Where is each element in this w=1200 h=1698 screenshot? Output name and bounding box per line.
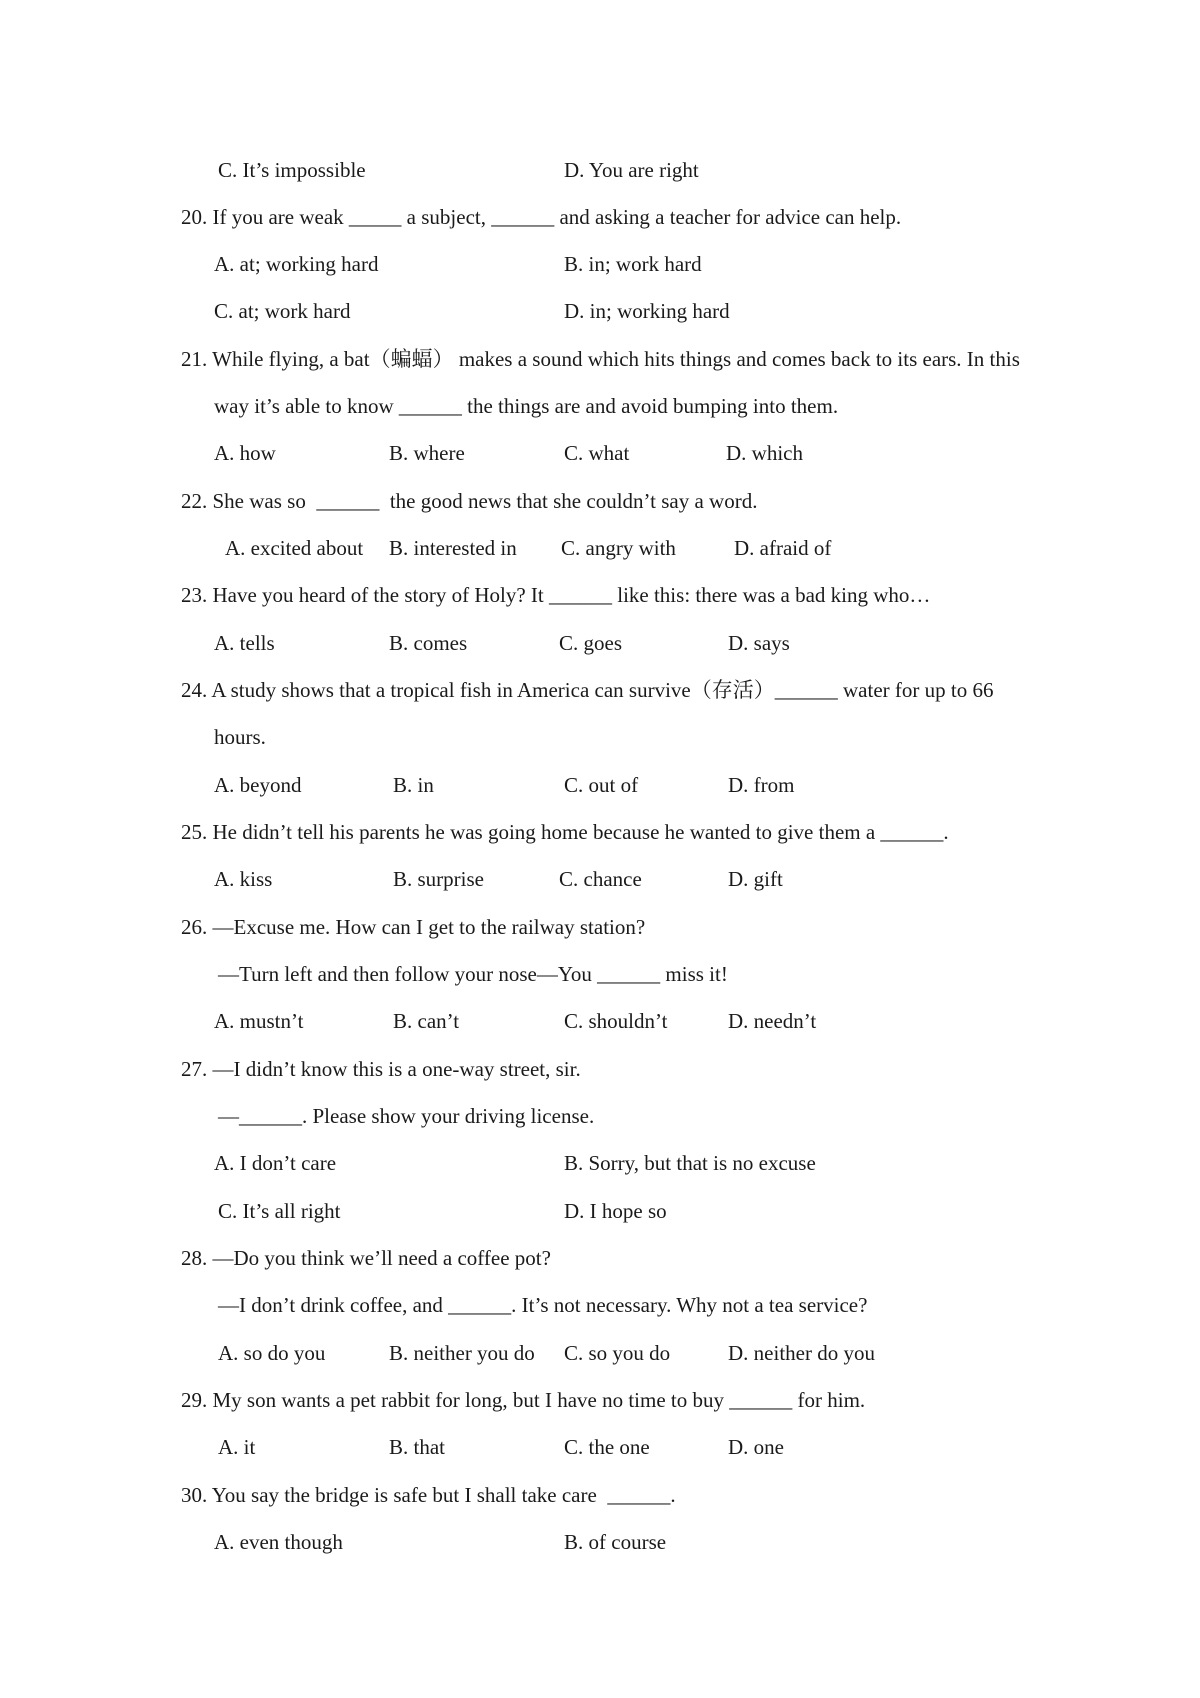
question-text-continued: hours. — [214, 725, 266, 749]
option-b: B. where — [389, 441, 465, 465]
option-a: A. tells — [214, 631, 275, 655]
option-c: C. angry with — [561, 536, 676, 560]
question-text: 25. He didn’t tell his parents he was going home because he wanted to give them a ______. — [181, 820, 949, 844]
question-text: 26. —Excuse me. How can I get to the railway station? — [181, 915, 646, 939]
option-b: B. can’t — [393, 1009, 460, 1033]
option-c: C. shouldn’t — [564, 1009, 668, 1033]
option-c: C. It’s impossible — [218, 158, 366, 182]
option-a: A. kiss — [214, 867, 273, 891]
question-text: 20. If you are weak _____ a subject, ______ and asking a teacher for advice can help. — [181, 205, 902, 229]
question-text-continued: —I don’t drink coffee, and ______. It’s not necessary. Why not a tea service? — [218, 1293, 868, 1317]
option-c: C. at; work hard — [214, 299, 351, 323]
option-c: C. the one — [564, 1435, 650, 1459]
option-b: B. neither you do — [389, 1341, 535, 1365]
option-a: A. I don’t care — [214, 1151, 337, 1175]
option-a: A. even though — [214, 1530, 343, 1554]
question-text-continued: —Turn left and then follow your nose—You ______ miss it! — [218, 962, 728, 986]
option-c: C. what — [564, 441, 630, 465]
option-b: B. interested in — [389, 536, 517, 560]
option-d: D. neither do you — [728, 1341, 875, 1365]
option-d: D. one — [728, 1435, 784, 1459]
option-d: D. afraid of — [734, 536, 832, 560]
option-b: B. in; work hard — [564, 252, 702, 276]
option-b: B. in — [393, 773, 434, 797]
question-text: 29. My son wants a pet rabbit for long, but I have no time to buy ______ for him. — [181, 1388, 866, 1412]
question-text-continued: —______. Please show your driving license. — [218, 1104, 595, 1128]
option-b: B. that — [389, 1435, 445, 1459]
option-c: C. out of — [564, 773, 639, 797]
question-text: 22. She was so ______ the good news that she couldn’t say a word. — [181, 489, 758, 513]
option-d: D. in; working hard — [564, 299, 730, 323]
option-a: A. beyond — [214, 773, 302, 797]
option-d: D. gift — [728, 867, 783, 891]
question-text: 27. —I didn’t know this is a one-way street, sir. — [181, 1057, 581, 1081]
question-text-continued: way it’s able to know ______ the things are and avoid bumping into them. — [214, 394, 839, 418]
option-a: A. it — [218, 1435, 256, 1459]
option-d: D. You are right — [564, 158, 699, 182]
option-b: B. comes — [389, 631, 468, 655]
option-b: B. surprise — [393, 867, 484, 891]
option-a: A. at; working hard — [214, 252, 379, 276]
option-a: A. so do you — [218, 1341, 326, 1365]
question-text: 23. Have you heard of the story of Holy? It ______ like this: there was a bad king who… — [181, 583, 931, 607]
question-text: 21. While flying, a bat（蝙蝠） makes a sound which hits things and comes back to its ears. In this — [181, 347, 1020, 371]
option-d: D. from — [728, 773, 795, 797]
option-d: D. says — [728, 631, 790, 655]
option-d: D. which — [726, 441, 803, 465]
option-b: B. of course — [564, 1530, 667, 1554]
option-d: D. I hope so — [564, 1199, 667, 1223]
option-a: A. how — [214, 441, 276, 465]
question-text: 30. You say the bridge is safe but I shall take care ______. — [181, 1483, 676, 1507]
option-a: A. mustn’t — [214, 1009, 304, 1033]
option-c: C. It’s all right — [218, 1199, 341, 1223]
option-c: C. goes — [559, 631, 622, 655]
option-d: D. needn’t — [728, 1009, 817, 1033]
question-text: 28. —Do you think we’ll need a coffee pot? — [181, 1246, 551, 1270]
option-b: B. Sorry, but that is no excuse — [564, 1151, 816, 1175]
option-a: A. excited about — [225, 536, 364, 560]
option-c: C. so you do — [564, 1341, 671, 1365]
question-text: 24. A study shows that a tropical fish in America can survive（存活）______ water for up to 66 — [181, 678, 994, 702]
option-c: C. chance — [559, 867, 642, 891]
